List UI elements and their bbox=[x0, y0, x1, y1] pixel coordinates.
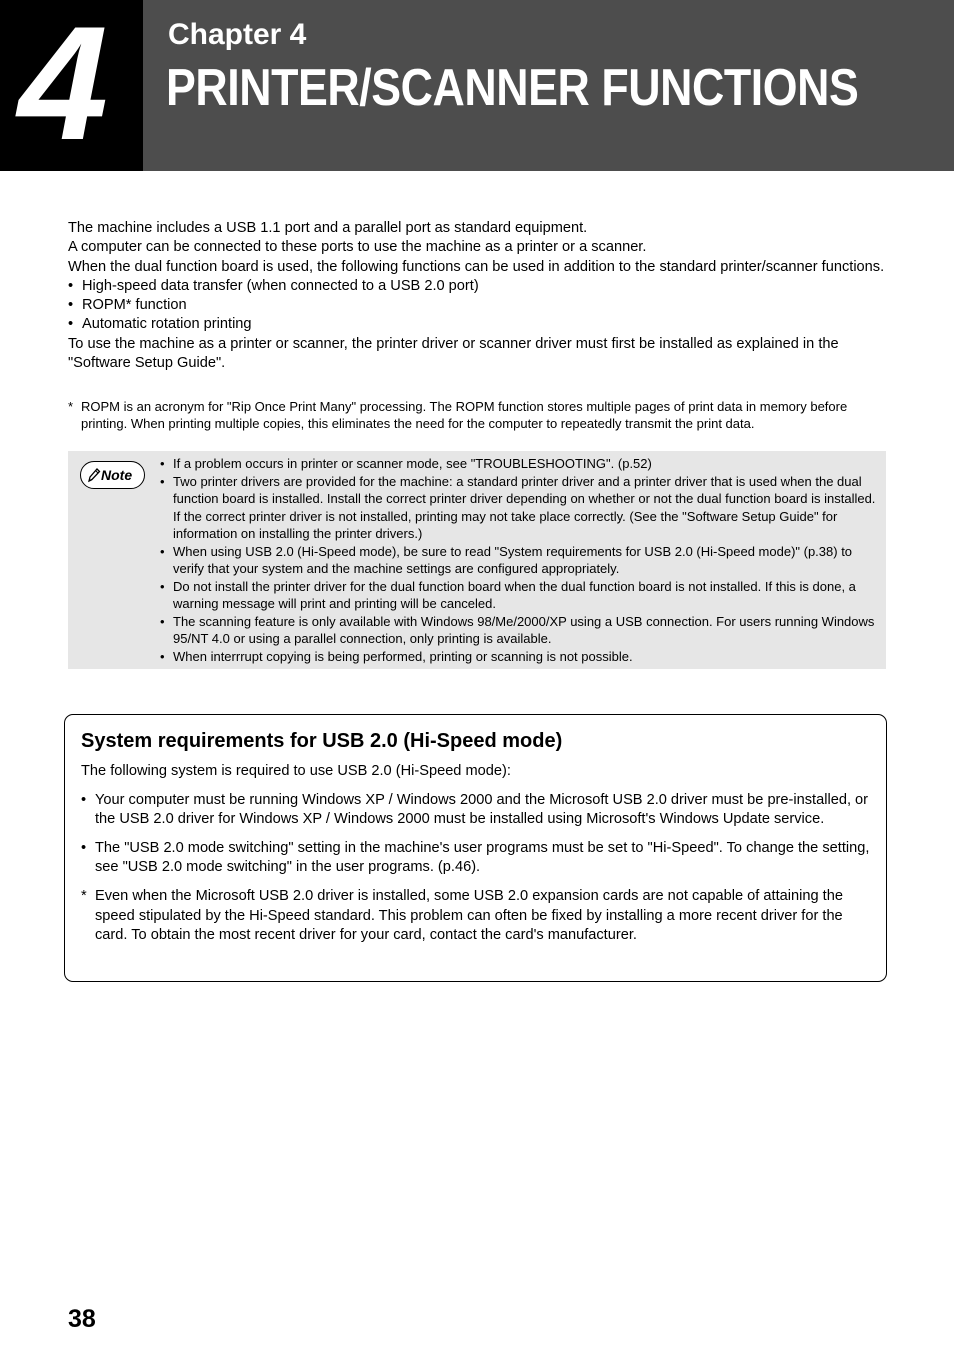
note-badge bbox=[80, 461, 145, 489]
intro-bullet bbox=[68, 315, 888, 334]
note-item-text: When interrrupt copying is being performed, printing or scanning is not possible. bbox=[173, 648, 633, 664]
asterisk-marker: * bbox=[81, 888, 87, 905]
intro-closing: To use the machine as a printer or scanner, the printer driver or scanner driver must first be installed as explained in the "Software Setup Guide". bbox=[68, 335, 839, 372]
bullet-marker: • bbox=[160, 543, 165, 559]
note-item bbox=[160, 648, 880, 666]
note-box bbox=[68, 451, 886, 669]
note-item-text: When using USB 2.0 (Hi-Speed mode), be sure to read "System requirements for USB 2.0 (Hi-Speed mode)" (p.38) to verify that your system and the machine settings are configured appropriately. bbox=[173, 543, 853, 576]
requirement-item bbox=[81, 839, 871, 878]
requirement-text: Your computer must be running Windows XP / Windows 2000 and the Microsoft USB 2.0 driver must be pre-installed, or the USB 2.0 driver for Windows XP / Windows 2000 must be installed using Microsoft's Windows Update service. bbox=[95, 792, 869, 828]
intro-bullet bbox=[68, 277, 888, 296]
system-requirements-box bbox=[64, 714, 887, 982]
requirement-item bbox=[81, 791, 871, 830]
note-item bbox=[160, 543, 880, 578]
bullet-marker: • bbox=[81, 840, 87, 857]
bullet-marker: • bbox=[160, 473, 165, 489]
intro-bullet bbox=[68, 296, 888, 315]
note-item-text: If a problem occurs in printer or scanner mode, see "TROUBLESHOOTING". (p.52) bbox=[173, 456, 652, 471]
section-intro: The following system is required to use USB 2.0 (Hi-Speed mode): bbox=[81, 763, 511, 779]
intro-bullet-text: Automatic rotation printing bbox=[82, 316, 252, 333]
bullet-marker: • bbox=[160, 456, 165, 471]
intro-bullet-text: ROPM* function bbox=[82, 297, 187, 314]
bullet-marker: • bbox=[68, 277, 74, 294]
intro-text bbox=[68, 219, 888, 373]
bullet-marker: • bbox=[160, 613, 165, 629]
chapter-header bbox=[0, 0, 954, 174]
section-heading: System requirements for USB 2.0 (Hi-Speed mode) bbox=[81, 730, 563, 752]
requirement-text: The "USB 2.0 mode switching" setting in the machine's user programs must be set to "Hi-Speed". To change the setting, see "USB 2.0 mode switching" in the user programs. (p.46). bbox=[95, 840, 870, 876]
intro-bullet-text: High-speed data transfer (when connected to a USB 2.0 port) bbox=[82, 277, 479, 294]
note-item-text: The scanning feature is only available with Windows 98/Me/2000/XP using a USB connection. For users running Windows 95/NT 4.0 or using a parallel connection, only printing is available. bbox=[173, 613, 875, 646]
footnote-marker: * bbox=[68, 399, 74, 414]
bullet-marker: • bbox=[81, 792, 87, 808]
note-item bbox=[160, 613, 880, 648]
intro-line: The machine includes a USB 1.1 port and a parallel port as standard equipment. bbox=[68, 220, 588, 236]
bullet-marker: • bbox=[160, 578, 165, 594]
note-item bbox=[160, 473, 880, 543]
requirements-list bbox=[81, 791, 871, 955]
note-list bbox=[160, 455, 880, 665]
chapter-label: Chapter 4 bbox=[168, 18, 307, 51]
requirement-note-text: Even when the Microsoft USB 2.0 driver is installed, some USB 2.0 expansion cards are not capable of attaining the speed stipulated by the Hi-Speed standard. This problem can often be fixed by installing a more recent driver for the card. To obtain the most recent driver for your card, contact the card's manufacturer. bbox=[95, 888, 843, 943]
note-item bbox=[160, 578, 880, 613]
bullet-marker: • bbox=[160, 648, 165, 664]
note-item-text: Two printer drivers are provided for the machine: a standard printer driver and a printer driver that is used when the dual function board is installed. Install the correct printer driver depending on whether or not the dual function board is installed. If the correct printer driver is not installed, printing may not take place correctly. (See the "Software Setup Guide" for information on installing the printer drivers.) bbox=[173, 473, 876, 541]
note-item bbox=[160, 455, 880, 473]
intro-line: When the dual function board is used, the following functions can be used in addition to the standard printer/scanner functions. bbox=[68, 258, 885, 275]
intro-line: A computer can be connected to these ports to use the machine as a printer or a scanner. bbox=[68, 239, 647, 256]
footnote-text: ROPM is an acronym for "Rip Once Print Many" processing. The ROPM function stores multiple pages of print data in memory before printing. When printing multiple copies, this eliminates the need for the computer to repeatedly transmit the print data. bbox=[81, 399, 848, 432]
chapter-title: PRINTER/SCANNER FUNCTIONS bbox=[166, 59, 859, 117]
ropm-footnote bbox=[68, 398, 888, 432]
chapter-number-block bbox=[0, 0, 143, 174]
bullet-marker: • bbox=[68, 297, 74, 314]
note-label: Note bbox=[101, 467, 133, 483]
page-number: 38 bbox=[68, 1305, 96, 1333]
requirement-note bbox=[81, 887, 871, 945]
chapter-number: 4 bbox=[18, 0, 105, 174]
note-item-text: Do not install the printer driver for the dual function board when the dual function board is not installed. If this is done, a warning message will print and printing will be canceled. bbox=[173, 578, 856, 611]
bullet-marker: • bbox=[68, 316, 74, 333]
pencil-icon bbox=[87, 467, 101, 488]
